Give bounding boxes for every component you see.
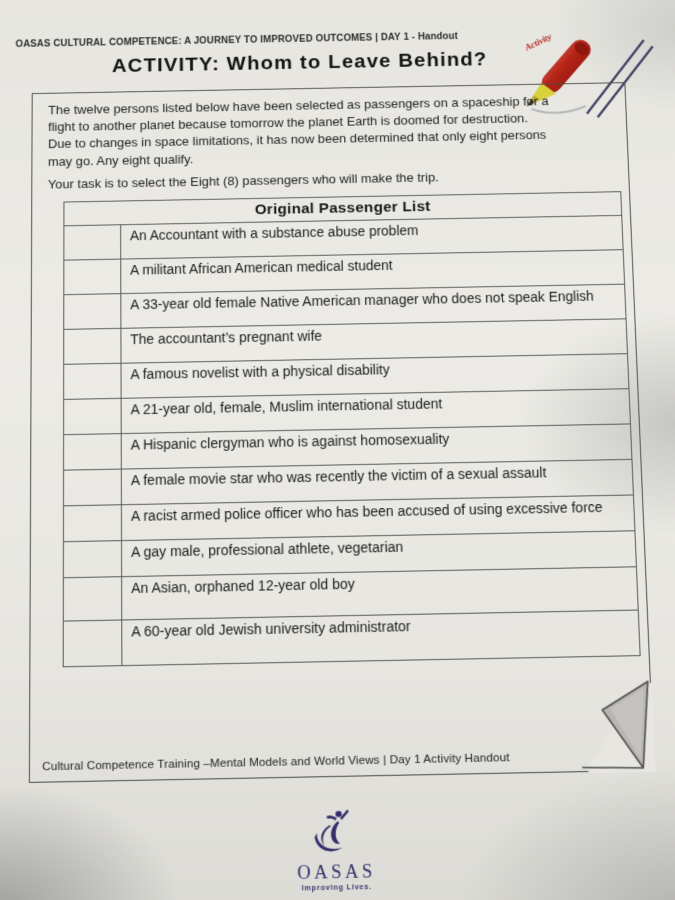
handout-page (0, 16, 675, 900)
document-header: OASAS CULTURAL COMPETENCE: A JOURNEY TO IMPROVED OUTCOMES | DAY 1 - Handout (15, 31, 459, 50)
logo-wordmark: OASAS (297, 860, 377, 884)
passenger-description: A famous novelist with a physical disability (130, 361, 390, 382)
table-row (63, 610, 641, 667)
passenger-description: A gay male, professional athlete, vegetarian (131, 538, 404, 560)
passenger-description: A 21-year old, female, Muslim international student (130, 395, 443, 418)
intro-line: flight to another planet because tomorrow the planet Earth is doomed for destruction. (48, 111, 529, 135)
table-title: Original Passenger List (63, 191, 622, 226)
selection-cell (64, 364, 121, 399)
intro-line: Due to changes in space limitations, it has now been determined that only eight persons (47, 127, 547, 152)
passenger-description: An Accountant with a substance abuse problem (129, 222, 419, 243)
passenger-description: The accountant’s pregnant wife (130, 327, 323, 347)
page-curl-icon (558, 657, 656, 774)
selection-cell (64, 399, 122, 434)
selection-cell (64, 541, 122, 577)
intro-line: may go. Any eight qualify. (47, 151, 194, 169)
logo-tagline: Improving Lives. (301, 883, 373, 893)
task-instruction: Your task is to select the Eight (8) passengers who will make the trip. (47, 169, 439, 192)
selection-cell (64, 577, 122, 620)
page-title: ACTIVITY: Whom to Leave Behind? (111, 48, 488, 77)
passenger-table (63, 191, 641, 667)
selection-cell (64, 620, 123, 666)
passenger-description: A 60-year old Jewish university administrator (131, 617, 411, 640)
selection-cell (64, 434, 122, 470)
intro-line: The twelve persons listed below have been selected as passengers on a spaceship for a (48, 93, 549, 118)
intro-paragraph (32, 83, 627, 171)
selection-cell (64, 294, 121, 329)
passenger-description: An Asian, orphaned 12-year old boy (131, 575, 356, 596)
selection-cell (64, 259, 121, 294)
logo-figure-icon (312, 809, 360, 856)
passenger-description: A female movie star who was recently the victim of a sexual assault (130, 464, 547, 489)
passenger-description: A 33-year old female Native American manager who does not speak English (130, 287, 595, 313)
passenger-description: A racist armed police officer who has been accused of using excessive force (130, 498, 603, 524)
passenger-description: A Hispanic clergyman who is against homosexuality (130, 430, 450, 453)
selection-cell (64, 329, 121, 364)
passenger-description: A militant African American medical student (130, 257, 393, 278)
selection-cell (64, 469, 122, 505)
footer-note: Cultural Competence Training –Mental Models and World Views | Day 1 Activity Handout (42, 751, 510, 774)
oasas-logo (296, 808, 376, 892)
selection-cell (64, 505, 122, 541)
content-frame (29, 82, 655, 783)
activity-label: Activity (523, 32, 554, 54)
selection-cell (64, 225, 121, 259)
